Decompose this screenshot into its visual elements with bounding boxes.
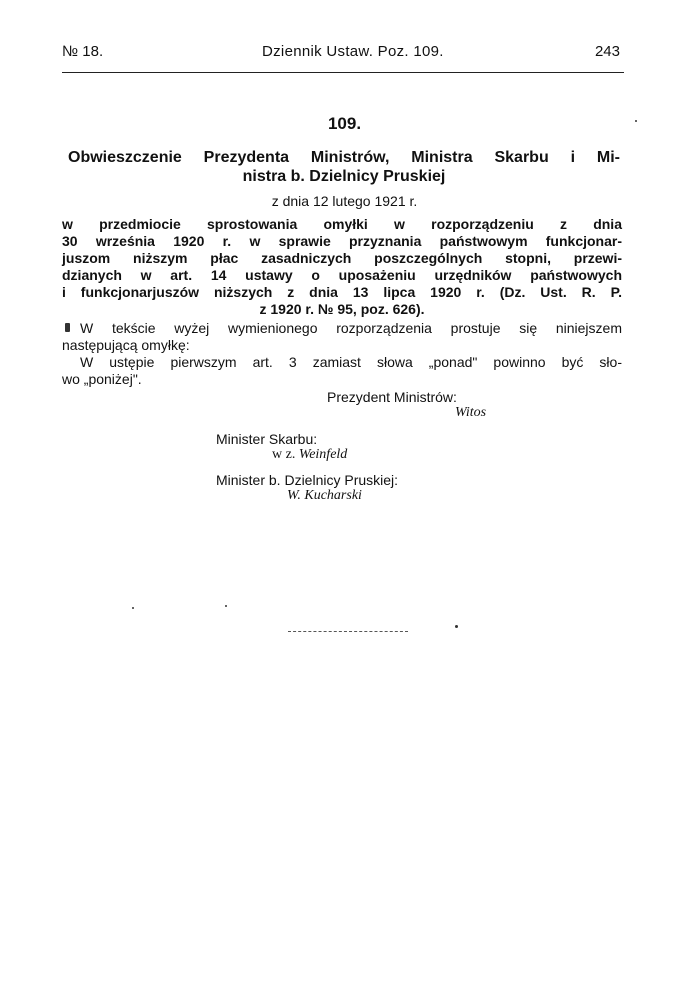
treasury-minister-signature (272, 447, 347, 463)
treasury-minister-title: Minister Skarbu: (216, 431, 318, 447)
print-speck (455, 625, 458, 628)
journal-reference: Dziennik Ustaw. Poz. 109. (262, 43, 444, 60)
subject-line: juszom niższym płac zasadniczych poszczególnych stopni, przewi- (62, 250, 622, 266)
president-title: Prezydent Ministrów: (327, 389, 457, 405)
print-speck (65, 323, 70, 332)
prussia-minister-signature: W. Kucharski (287, 488, 362, 503)
prussia-minister-title: Minister b. Dzielnicy Pruskiej: (216, 472, 399, 488)
body-paragraph (62, 320, 622, 388)
document-date: z dnia 12 lutego 1921 r. (271, 193, 418, 209)
subject-line: 30 września 1920 r. w sprawie przyznania państwowym funkcjonar- (62, 233, 622, 249)
print-speck (225, 605, 227, 607)
title-line-2: nistra b. Dzielnicy Pruskiej (242, 168, 446, 185)
deputy-prefix: w z. (272, 447, 296, 462)
page-header (62, 43, 622, 63)
body-line: W tekście wyżej wymienionego rozporządzenia prostuje się niniejszem (80, 320, 622, 336)
subject-paragraph (62, 216, 622, 318)
page-number: 243 (594, 43, 620, 60)
subject-line: z 1920 r. № 95, poz. 626). (259, 301, 425, 317)
subject-line: w przedmiocie sprostowania omyłki w rozporządzeniu z dnia (62, 216, 622, 232)
body-line: wo „poniżej". (62, 371, 142, 387)
title-line-1: Obwieszczenie Prezydenta Ministrów, Ministra Skarbu i Mi- (68, 149, 620, 166)
subject-line: i funkcjonarjuszów niższych z dnia 13 lipca 1920 r. (Dz. Ust. R. P. (62, 284, 622, 300)
body-line: W ustępie pierwszym art. 3 zamiast słowa „ponad" powinno być sło- (80, 354, 622, 370)
document-number: 109. (327, 114, 362, 133)
header-divider (62, 72, 624, 73)
document-title (68, 148, 620, 186)
subject-line: dzianych w art. 14 ustawy o uposażeniu urzędników państwowych (62, 267, 622, 283)
body-line: następującą omyłkę: (62, 337, 190, 353)
print-speck (635, 120, 637, 122)
issue-number: № 18. (62, 43, 104, 60)
closing-divider (288, 631, 408, 632)
print-speck (132, 607, 134, 609)
treasury-minister-name: Weinfeld (298, 447, 348, 462)
president-signature: Witos (455, 405, 487, 420)
